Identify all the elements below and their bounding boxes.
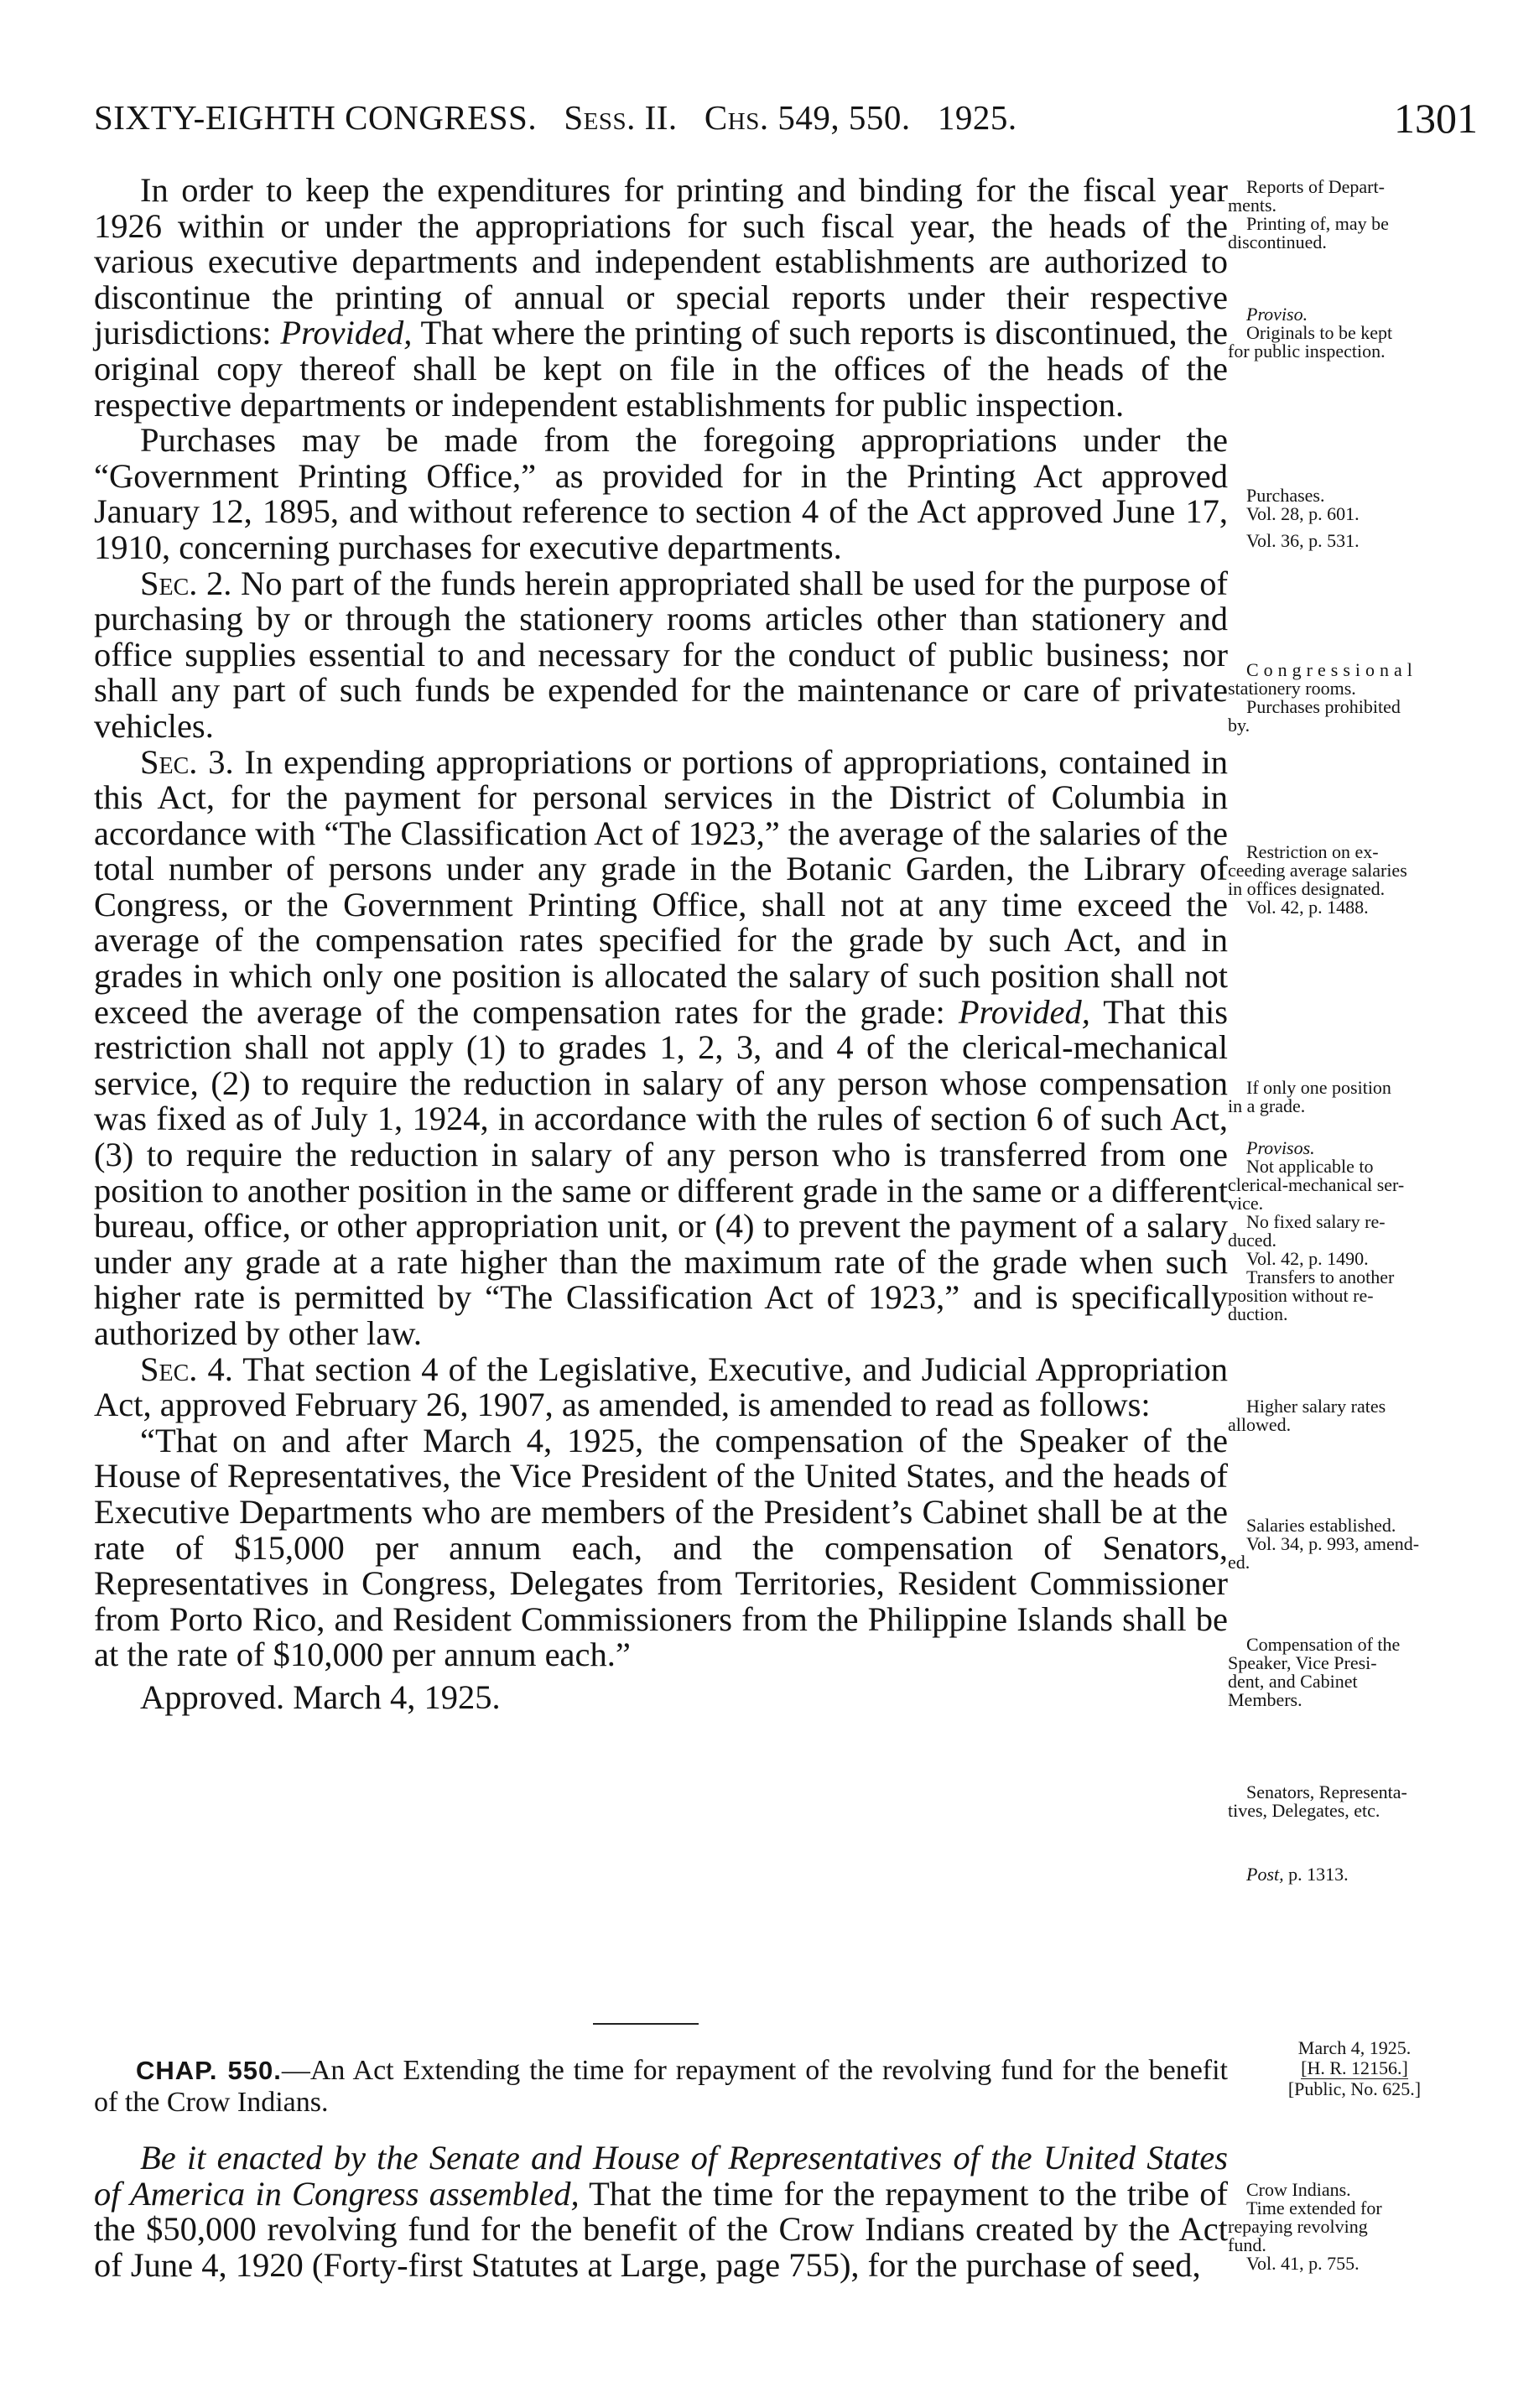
paragraph-reports <box>94 173 1228 423</box>
chapter-550-label: CHAP. 550. <box>136 2056 282 2085</box>
note-line: in a grade. <box>1228 1095 1306 1116</box>
note-line: Crow Indians. <box>1246 2179 1351 2200</box>
note-line: Reports of Depart- <box>1246 176 1385 197</box>
section-3-label: Sec. 3. <box>140 742 234 781</box>
note-line: No fixed salary re- <box>1246 1211 1386 1232</box>
chapter-550-title <box>94 2055 1228 2119</box>
approved-line: Approved. March 4, 1925. <box>140 1677 501 1716</box>
note-line: ed. <box>1228 1552 1250 1573</box>
note-line: Higher salary rates <box>1246 1396 1386 1417</box>
note-line: duced. <box>1228 1230 1277 1251</box>
congress-label: SIXTY-EIGHTH CONGRESS. <box>94 98 538 137</box>
reports-text: In order to keep the expenditures for printing and binding for the fiscal year 1926 within or under the appropriations for such fiscal year, the heads of the various executive departments and independent establishments are authorized to discontinue the printing of annual or special reports under their respective jurisdictions: <box>94 171 1228 352</box>
margin-note-purchases <box>1228 486 1500 550</box>
section-4-label: Sec. 4. <box>140 1350 233 1388</box>
section-3-text-b: That this restriction shall not apply (1) to grades 1, 2, 3, and 4 of the clerical-mechanical service, (2) to require the reduction in salary of any person whose compensation was fixed as of July 1, 1924, in accordance with the rules of section 6 of such Act, (3) to require the reduction in salary of any person who is transferred from one position to another position in the same or different grade in the same or a different bureau, office, or other appropriation unit, or (4) to prevent the payment of a salary under any grade at a rate higher than the maximum rate of the grade when such higher rate is permitted by “The Classification Act of 1923,” and is specifically authorized by other law. <box>94 992 1229 1352</box>
margin-note-senators <box>1228 1783 1500 1820</box>
note-line: Printing of, may be <box>1246 213 1389 234</box>
section-2 <box>94 566 1228 745</box>
note-line: duction. <box>1228 1303 1288 1324</box>
section-4-text: That section 4 of the Legislative, Executive, and Judicial Appropriation Act, approved February 26, 1907, as amended, is amended to read as follows: <box>94 1350 1228 1424</box>
chapter-550-title-text: —An Act Extending the time for repayment of the revolving fund for the benefit of the Crow Indians. <box>94 2055 1229 2118</box>
margin-note-compensation <box>1228 1636 1500 1709</box>
chapters-label: Chs. 549, 550. <box>704 98 911 137</box>
note-line: dent, and Cabinet <box>1228 1671 1358 1692</box>
chapter-550-bill-info <box>1250 2038 1459 2099</box>
margin-note-crow <box>1228 2181 1500 2273</box>
note-line: Purchases. <box>1246 485 1325 506</box>
note-line: tives, Delegates, etc. <box>1228 1800 1380 1821</box>
margin-note-provisos <box>1228 1139 1500 1324</box>
chapter-550-date: March 4, 1925. <box>1297 2037 1412 2058</box>
section-3-text-a: In expending appropriations or portions of appropriations, contained in this Act, for the payment for personal services in the District of Columbia in accordance with “The Classification Act of 1923,” the average of the salaries of the total number of persons under any grade in the Botanic Garden, the Library of Congress, or the Government Printing Office, shall not at any time exceed the average of the compensation rates specified for the grade by such Act, and in grades in which only one position is allocated the salary of such position shall not exceed the average of the compensation rates for the grade: <box>94 742 1228 1031</box>
page-number: 1301 <box>1394 95 1478 142</box>
post-page: p. 1313. <box>1288 1864 1349 1885</box>
margin-note-higher <box>1228 1397 1500 1434</box>
running-head-text <box>94 97 1017 138</box>
chapter-550 <box>94 2055 1228 2283</box>
post-word: Post, <box>1246 1864 1284 1885</box>
note-line: by. <box>1228 715 1250 736</box>
note-line: Proviso. <box>1246 304 1308 325</box>
note-line: Time extended for <box>1246 2197 1382 2218</box>
note-line: for public inspection. <box>1228 341 1386 361</box>
note-line: Compensation of the <box>1246 1634 1401 1655</box>
note-line: stationery rooms. <box>1228 678 1356 699</box>
note-line: If only one position <box>1246 1077 1391 1098</box>
note-line: Vol. 42, p. 1490. <box>1246 1248 1369 1269</box>
note-line: fund. <box>1228 2234 1266 2255</box>
note-line <box>1228 1865 1500 1884</box>
session-label: Sess. II. <box>564 98 678 137</box>
note-line: in offices designated. <box>1228 878 1386 899</box>
margin-note-salaries <box>1228 1516 1500 1572</box>
note-line: allowed. <box>1228 1414 1292 1435</box>
chapter-550-text: That the time for the repayment to the tribe of the $50,000 revolving fund for the benefit of the Crow Indians created by the Act of June 4, 1920 (Forty-first Statutes at Large, page 755), for the purchase of seed, <box>94 2174 1229 2284</box>
note-line: clerical-mechanical ser- <box>1228 1174 1405 1195</box>
margin-note-restriction <box>1228 843 1500 917</box>
note-line: Transfers to another <box>1246 1266 1395 1287</box>
note-line: repaying revolving <box>1228 2216 1368 2237</box>
note-line: Not applicable to <box>1246 1156 1374 1177</box>
note-line: ments. <box>1228 195 1277 216</box>
proviso-word: Provided, <box>280 314 413 352</box>
chapter-550-public-law: [Public, No. 625.] <box>1287 2078 1422 2099</box>
note-line: Speaker, Vice Presi- <box>1228 1652 1377 1673</box>
section-2-label: Sec. 2. <box>140 564 232 602</box>
margin-note-only-one <box>1228 1079 1500 1116</box>
section-4-quote: “That on and after March 4, 1925, the compensation of the Speaker of the House of Representatives, the Vice President of the United States, and the heads of Executive Departments who are members of the President’s Cabinet shall be at the rate of $15,000 per annum each, and the compensation of Senators, Representatives in Congress, Delegates from Territories, Resident Commissioner from Porto Rico, and Resident Commissioners from the Philippine Islands shall be at the rate of $10,000 per annum each.” <box>94 1421 1228 1674</box>
note-line: Purchases prohibited <box>1246 696 1401 717</box>
year-label: 1925. <box>937 98 1017 137</box>
paragraph-purchases: Purchases may be made from the foregoing appropriations under the “Government Printing Office,” as provided for in the Printing Act approved January 12, 1895, and without reference to section 4 of the Act approved June 17, 1910, concerning purchases for executive departments. <box>94 421 1228 566</box>
note-line: Vol. 41, p. 755. <box>1246 2253 1360 2274</box>
note-line: Vol. 36, p. 531. <box>1246 530 1360 551</box>
note-line: position without re- <box>1228 1285 1374 1306</box>
note-line: discontinued. <box>1228 231 1327 252</box>
note-line: Vol. 28, p. 601. <box>1246 503 1360 524</box>
margin-note-post <box>1228 1865 1500 1884</box>
margin-note-reports <box>1228 178 1500 252</box>
note-line: Restriction on ex- <box>1246 841 1379 862</box>
note-line: Congressional <box>1246 659 1417 680</box>
note-line: vice. <box>1228 1193 1264 1214</box>
section-2-text: No part of the funds herein appropriated shall be used for the purpose of purchasing by or through the stationery rooms articles other than stationery and office supplies essential to and necessary for the conduct of public business; nor shall any part of such funds be expended for the maintenance or care of private vehicles. <box>94 564 1229 745</box>
chapter-550-body <box>94 2140 1228 2283</box>
chapter-550-bill-number: [H. R. 12156.] <box>1301 2057 1408 2078</box>
note-line: ceeding average salaries <box>1228 860 1407 881</box>
margin-note-proviso <box>1228 305 1500 361</box>
note-line: Originals to be kept <box>1246 322 1393 343</box>
section-3 <box>94 742 1229 1352</box>
main-text <box>94 173 1228 1716</box>
section-3-proviso: Provided, <box>958 992 1090 1031</box>
reports-text-rest: That where the printing of such reports is discontinued, the original copy thereof shall be kept on file in the offices of the heads of the respective departments or independent establishments for public inspection. <box>94 314 1228 424</box>
margin-note-congressional <box>1228 661 1500 735</box>
note-line: Provisos. <box>1246 1137 1315 1158</box>
note-line: Salaries established. <box>1246 1515 1396 1536</box>
running-head <box>94 97 1478 148</box>
note-line: Senators, Representa- <box>1246 1781 1407 1802</box>
chapter-divider-rule <box>593 2023 699 2025</box>
note-line: Members. <box>1228 1689 1302 1710</box>
note-line: Vol. 34, p. 993, amend- <box>1246 1533 1420 1554</box>
section-4 <box>94 1352 1228 1423</box>
note-line: Vol. 42, p. 1488. <box>1246 897 1369 918</box>
enacting-clause: Be it enacted by the Senate and House of Representatives of the United States of America in Congress assembled, <box>94 2139 1228 2213</box>
